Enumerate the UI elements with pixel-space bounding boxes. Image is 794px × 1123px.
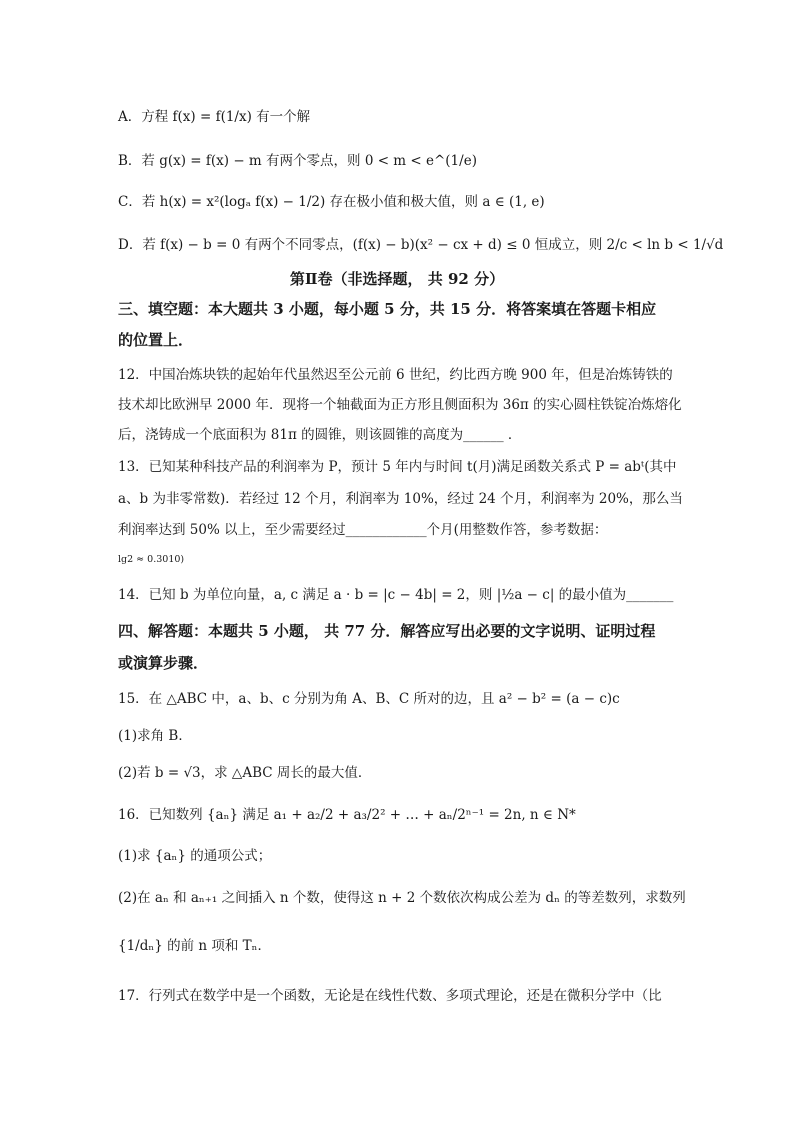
q12-line3: 后，浇铸成一个底面积为 81π 的圆锥，则该圆锥的高度为______ ． bbox=[118, 427, 522, 443]
option-a: A．方程 f(x) = f(1/x) 有一个解 bbox=[118, 109, 311, 125]
part4-heading-line2: 或演算步骤． bbox=[118, 654, 209, 672]
q13-line3: 利润率达到 50% 以上，至少需要经过____________个月(用整数作答，参考数据： bbox=[118, 522, 608, 538]
q16-line1: 16．已知数列 {aₙ} 满足 a₁ + a₂/2 + a₃/2² + … + aₙ/2ⁿ⁻¹ = 2n, n ∈ N* bbox=[118, 807, 576, 823]
option-b: B．若 g(x) = f(x) − m 有两个零点，则 0 < m < e^(1/e) bbox=[118, 153, 477, 169]
section2-title: 第Ⅱ卷（非选择题， 共 92 分） bbox=[289, 270, 505, 288]
part3-heading-line2: 的位置上． bbox=[118, 331, 194, 349]
part3-heading-line1: 三、填空题：本大题共 3 小题，每小题 5 分，共 15 分．将答案填在答题卡相应 bbox=[118, 300, 657, 318]
q16-sub2b: {1/dₙ} 的前 n 项和 Tₙ． bbox=[118, 938, 272, 954]
q12-line2: 技术却比欧洲早 2000 年．现将一个轴截面为正方形且侧面积为 36π 的实心圆柱铁锭冶炼熔化 bbox=[118, 397, 682, 413]
q12-line1: 12．中国冶炼块铁的起始年代虽然迟至公元前 6 世纪，约比西方晚 900 年，但是冶炼铸铁的 bbox=[118, 367, 673, 383]
q15-sub2: (2)若 b = √3，求 △ABC 周长的最大值． bbox=[118, 765, 372, 781]
q14-line1: 14．已知 b 为单位向量，a, c 满足 a · b = |c − 4b| = 2，则 |½a − c| 的最小值为_______ bbox=[118, 587, 674, 603]
q17-line1: 17．行列式在数学中是一个函数，无论是在线性代数、多项式理论，还是在微积分学中（比 bbox=[118, 988, 662, 1004]
q13-line1: 13．已知某种科技产品的利润率为 P，预计 5 年内与时间 t(月)满足函数关系式 P = abᵗ(其中 bbox=[118, 459, 677, 475]
q13-line4: lg2 ≈ 0.3010) bbox=[118, 554, 185, 565]
q15-sub1: (1)求角 B． bbox=[118, 728, 192, 744]
part4-heading-line1: 四、解答题：本题共 5 小题， 共 77 分．解答应写出必要的文字说明、证明过程 bbox=[118, 622, 656, 640]
option-c: C．若 h(x) = x²(logₐ f(x) − 1/2) 存在极小值和极大值，则 a ∈ (1, e) bbox=[118, 194, 545, 210]
q13-line2: a、b 为非零常数)．若经过 12 个月，利润率为 10%，经过 24 个月，利润率为 20%，那么当 bbox=[118, 491, 683, 507]
option-d: D．若 f(x) − b = 0 有两个不同零点，(f(x) − b)(x² − cx + d) ≤ 0 恒成立，则 2/c < ln b < 1/√d bbox=[118, 237, 724, 253]
q15-line1: 15．在 △ABC 中，a、b、c 分别为角 A、B、C 所对的边，且 a² − b² = (a − c)c bbox=[118, 691, 620, 707]
q16-sub2: (2)在 aₙ 和 aₙ₊₁ 之间插入 n 个数，使得这 n + 2 个数依次构成公差为 dₙ 的等差数列，求数列 bbox=[118, 890, 686, 906]
q16-sub1: (1)求 {aₙ} 的通项公式； bbox=[118, 848, 272, 864]
